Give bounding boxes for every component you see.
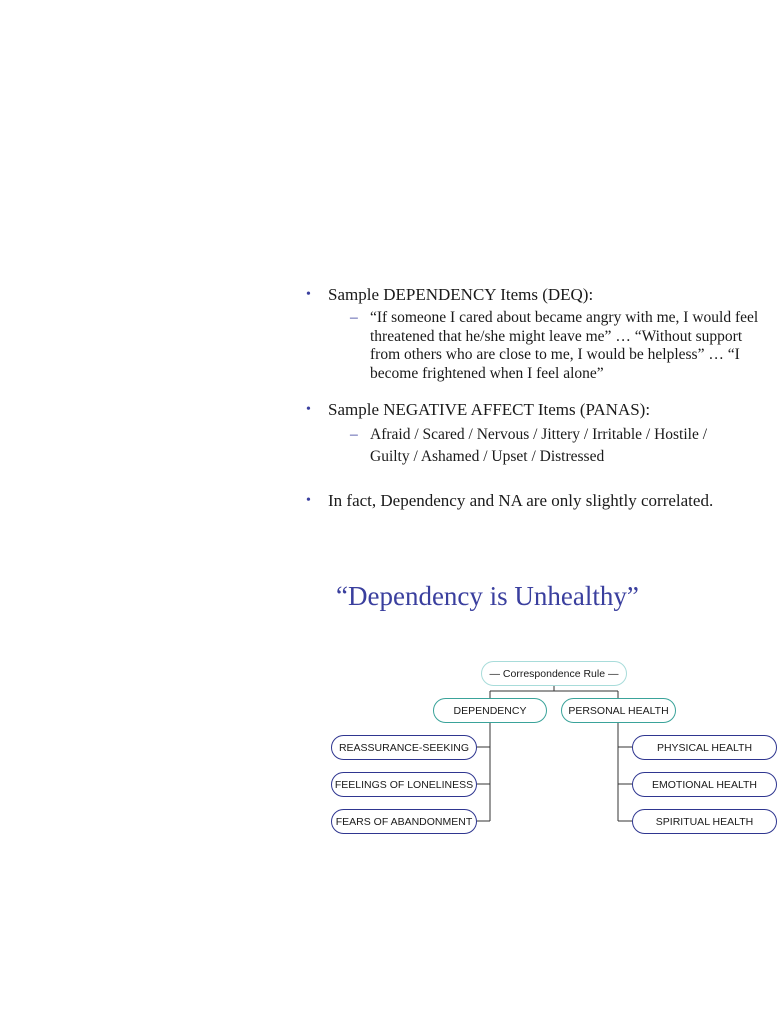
dash-marker: – [350,309,358,326]
sub-bullet-text: “If someone I cared about became angry with me, I would feel threatened that he/she might leave me” … “Without support from others who are close to me, I would be helpless” … “I become frightened when I feel alone” [370,309,759,382]
dash-marker: – [350,426,358,443]
emotional-health-node: EMOTIONAL HEALTH [632,772,777,797]
bullet-marker: • [306,493,311,508]
fears-of-abandonment-node: FEARS OF ABANDONMENT [331,809,477,834]
bullet-title: In fact, Dependency and NA are only slightly correlated. [328,491,714,510]
bullet-title: Sample NEGATIVE AFFECT Items (PANAS): [328,400,651,419]
spiritual-health-node: SPIRITUAL HEALTH [632,809,777,834]
physical-health-node: PHYSICAL HEALTH [632,735,777,760]
sub-bullet-text: Afraid / Scared / Nervous / Jittery / Irritable / Hostile / Guilty / Ashamed / Upset / Distressed [370,426,708,465]
correspondence-rule-node: — Correspondence Rule — [481,661,627,686]
bullet-title: Sample DEPENDENCY Items (DEQ): [328,285,594,304]
dependency-node: DEPENDENCY [433,698,547,723]
personal-health-node: PERSONAL HEALTH [561,698,676,723]
reassurance-seeking-node: REASSURANCE-SEEKING [331,735,477,760]
bullet-marker: • [306,287,311,302]
slide-title: “Dependency is Unhealthy” [336,581,639,611]
bullet-marker: • [306,402,311,417]
feelings-of-loneliness-node: FEELINGS OF LONELINESS [331,772,477,797]
